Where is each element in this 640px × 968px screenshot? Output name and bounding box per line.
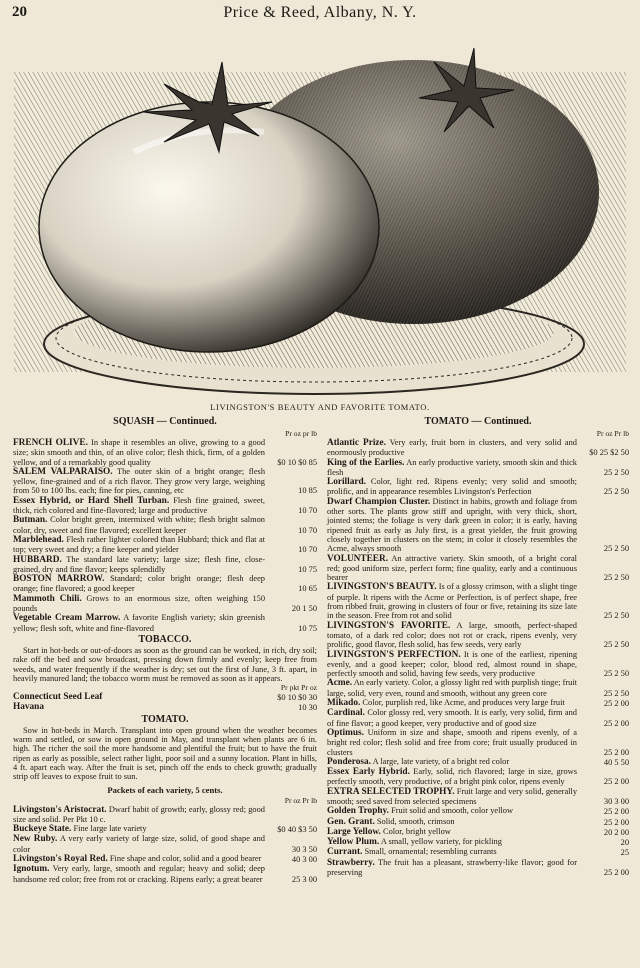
tomato-price-header-right: Pr oz Pr lb — [596, 429, 629, 438]
entry-description: The outer skin of a bright orange; flesh yellow, fine-grained and of a rich flavor. They grow very large, weighing from 50 to 100 lbs. each; fine for pies, canning, etc — [13, 466, 266, 496]
entry-description: A favorite English variety; skin greenish yellow; flesh soft, white and fine-flavored — [13, 613, 265, 633]
entry-description: The standard late variety; large size; flesh fine, close-grained, dry and fine flavor; keeps splendidly — [13, 554, 265, 574]
entry-name: Yellow Plum. — [327, 837, 380, 848]
entry-price: 25 2 50 — [603, 611, 629, 621]
entry-price: $0 40 $3 50 — [277, 825, 317, 835]
entry-price: 25 2 50 — [603, 544, 629, 554]
catalog-entry — [13, 574, 317, 594]
entry-price: 25 2 00 — [603, 699, 629, 709]
entry-description: Small, ornamental; resembling currants — [364, 847, 497, 857]
tomato-engraving — [14, 32, 626, 400]
entry-description: Standard; color bright orange; flesh deep orange; fine flavored; a good keeper — [13, 574, 265, 594]
entry-name: Currant. — [327, 847, 363, 858]
catalog-entry — [13, 824, 317, 834]
entry-description: A large, smooth, perfect-shaped tomato, of a dark red color; does not rot or crack, ripens evenly, very prolific, good flavor, flesh solid, has few seeds, very early — [327, 620, 577, 650]
entry-name: Butman. — [13, 515, 48, 526]
entry-description: Fine shape and color, solid and a good bearer — [109, 853, 262, 863]
catalog-entry — [327, 847, 629, 857]
catalog-entry — [327, 757, 629, 767]
tobacco-instructions: Start in hot-beds or out-of-doors as soon as the ground can be worked, in rich, dry soil; rake off the bed and sow broadcast, pressing down firmly and evenly; keep free from weeds, and water frequently if the weather is dry; set out the first of June, 3 ft. apart, in heavily manured land; the tobacco worm must be removed as soon as it appears. — [13, 645, 317, 683]
catalog-entry — [13, 496, 317, 516]
tomato-heading: TOMATO. — [141, 713, 189, 725]
entry-name: Marblehead. — [13, 534, 64, 545]
entry-name: Dwarf Champion Cluster. — [327, 496, 431, 507]
catalog-entry — [13, 467, 317, 496]
entry-name: Golden Trophy. — [327, 806, 390, 817]
tobacco-list — [13, 692, 317, 713]
catalog-entry — [13, 692, 317, 702]
entry-description: It is one of the earliest, ripening evenly, and a good keeper; color, blood red, almost round in shape, perfectly smooth and solid, having few seeds, very productive — [327, 649, 578, 679]
entry-description: Very early, large, smooth and regular; heavy and solid; deep handsome red color; free from rot or cracking. Ripens early; a great bearer — [13, 864, 265, 884]
entry-price: 20 — [620, 838, 629, 848]
entry-description: Early, solid, rich flavored; large in size, grows perfectly smooth, very productive, of a bright pink color, ripens evenly — [327, 767, 577, 787]
entry-price: 10 70 — [298, 545, 317, 555]
catalog-entry — [327, 806, 629, 816]
entry-name: LIVINGSTON'S FAVORITE. — [327, 620, 451, 631]
entry-description: A large, late variety, of a bright red color — [372, 756, 510, 766]
entry-price: 10 85 — [298, 486, 317, 496]
catalog-entry — [13, 555, 317, 575]
entry-price: 10 65 — [298, 584, 317, 594]
catalog-entry — [327, 438, 629, 458]
entry-name: Atlantic Prize. — [327, 438, 386, 448]
packets-note: Packets of each variety, 5 cents. — [107, 784, 223, 795]
catalog-entry — [13, 515, 317, 535]
entry-description: A very early variety of large size, solid, of good shape and color — [13, 834, 265, 854]
catalog-entry — [13, 834, 317, 854]
entry-description: Color glossy red, very smooth. It is early, very solid, firm and of fine flavor; a good keeper, very productive and of good size — [327, 708, 577, 728]
entry-price: 25 3 00 — [291, 874, 317, 884]
catalog-entry — [327, 650, 629, 679]
entry-description: An attractive variety. Skin smooth, of a bright coral red; good uniform size, perfect form; fine quality, early and a continuous bearer — [327, 553, 577, 583]
entry-name: Acme. — [327, 678, 353, 689]
catalog-entry — [13, 805, 317, 825]
entry-price: 25 2 50 — [603, 688, 629, 698]
entry-description: Solid, smooth, crimson — [376, 816, 455, 826]
entry-description: Is of a glossy crimson, with a slight tinge of purple. It ripens with the Acme or Perfection, is of perfect shape, free from ribbed fruit, growing in clusters of four or five, retaining its size late in the season. Free from rot and solid — [327, 582, 578, 621]
entry-price: 25 2 00 — [603, 777, 629, 787]
tomato-continued-heading: TOMATO — Continued. — [424, 416, 532, 427]
entry-price: 25 2 50 — [603, 573, 629, 583]
entry-name: EXTRA SELECTED TROPHY. — [327, 786, 455, 797]
tomato-list-right — [327, 438, 629, 877]
entry-price: 20 1 50 — [291, 604, 317, 614]
entry-name: Livingston's Aristocrat. — [13, 804, 107, 815]
tobacco-heading: TOBACCO. — [138, 633, 192, 645]
entry-price: $0 10 $0 85 — [277, 457, 317, 467]
illustration-caption: LIVINGSTON'S BEAUTY AND FAVORITE TOMATO. — [210, 402, 430, 412]
catalog-entry — [327, 477, 629, 497]
entry-price: 30 3 50 — [291, 844, 317, 854]
entry-price: 40 3 00 — [291, 854, 317, 864]
entry-description: Dwarf habit of growth; early, glossy red; good size and solid. Per Pkt 10 c. — [13, 804, 265, 824]
entry-price: 10 70 — [298, 506, 317, 516]
entry-description: An early productive variety, smooth skin and thick flesh — [327, 457, 577, 477]
entry-price: 30 3 00 — [603, 796, 629, 806]
entry-name: Lorillard. — [327, 477, 366, 488]
catalog-entry — [327, 708, 629, 728]
entry-name: Connecticut Seed Leaf — [13, 692, 103, 703]
entry-description: Flesh fine grained, sweet, thick, rich colored and fine-flavored; large and productive — [13, 495, 266, 516]
entry-price: 25 2 50 — [603, 467, 629, 477]
catalog-entry — [13, 438, 317, 467]
entry-description: Color, purplish red, like Acme, and produces very large fruit — [362, 698, 565, 708]
squash-price-header: Pr oz pr lb — [285, 429, 317, 438]
entry-price: 25 — [620, 848, 629, 858]
right-column — [327, 416, 629, 877]
entry-price: 25 2 50 — [603, 487, 629, 497]
catalog-entry — [327, 458, 629, 478]
catalog-entry — [13, 594, 317, 614]
entry-name: Mammoth Chili. — [13, 593, 82, 604]
entry-name: New Ruby. — [13, 834, 58, 845]
entry-price: 40 5 50 — [603, 757, 629, 767]
entry-description: Color, bright yellow — [382, 826, 451, 836]
tomato-list-left — [13, 805, 317, 884]
page-header — [12, 4, 628, 26]
left-column — [13, 416, 317, 884]
catalog-entry — [327, 582, 629, 620]
catalog-entry — [13, 535, 317, 555]
entry-name: Mikado. — [327, 698, 361, 709]
entry-name: Essex Early Hybrid. — [327, 767, 410, 778]
entry-name: Strawberry. — [327, 857, 375, 868]
entry-price: $0 25 $2 50 — [589, 448, 629, 458]
catalog-entry — [327, 858, 629, 878]
entry-description: Uniform in size and shape, smooth and ripens evenly, of a bright red color; flesh solid and free from core; fruit usually produced in clusters — [327, 727, 578, 757]
catalog-entry — [327, 767, 629, 787]
entry-description: Flesh rather lighter colored than Hubbard; thick and flat at top; very sweet and dry; a fine keeper and yielder — [13, 534, 265, 555]
entry-name: Buckeye State. — [13, 824, 72, 835]
tomato-price-header-left: Pr oz Pr lb — [284, 795, 317, 805]
entry-description: In shape it resembles an olive, growing to a good size; skin smooth and thin, of an olive color; flesh thick, firm, of a golden yellow, and of a remarkably good quality — [13, 438, 266, 467]
entry-description: A small, yellow variety, for pickling — [380, 837, 502, 847]
catalog-entry — [327, 827, 629, 837]
catalog-entry — [13, 864, 317, 884]
entry-name: VOLUNTEER. — [327, 553, 389, 564]
entry-price: 25 2 00 — [603, 807, 629, 817]
squash-list — [13, 438, 317, 633]
entry-description: The fruit has a pleasant, strawberry-like flavor; good for preserving — [327, 857, 577, 878]
entry-description: Distinct in habits, growth and foliage from other sorts. The plants grow stiff and upright, with very thick, short, jointed stems; the foliage is very dark green in color; it is early, having ripened fruit as early as July first, is a great yielder, the fruit growing closely together in clusters on the stem; in color it closely resembles the Acme, always smooth — [327, 496, 578, 554]
entry-price: 10 70 — [298, 525, 317, 535]
entry-description: Fine large late variety — [73, 824, 147, 834]
entry-price: 25 2 50 — [603, 640, 629, 650]
catalog-entry — [13, 854, 317, 864]
entry-price: $0 10 $0 30 — [277, 693, 317, 703]
entry-price: 25 2 50 — [603, 669, 629, 679]
entry-description: Color, light red. Ripens evenly; very solid and smooth; prolific, and in appearance resembles Livingston's Perfection — [327, 477, 577, 497]
catalog-entry — [327, 787, 629, 807]
entry-price: 10 75 — [298, 623, 317, 633]
entry-price: 25 2 00 — [603, 817, 629, 827]
entry-description: An early variety. Color, a glossy light red with purplish tinge; fruit large, solid, very even, round and smooth, without any green core — [327, 678, 577, 698]
entry-name: Ponderosa. — [327, 756, 371, 767]
entry-price: 25 2 00 — [603, 868, 629, 878]
tomato-instructions: Sow in hot-beds in March. Transplant into open ground when the weather becomes warm and settled, or sow in open ground in May, and transplant when plants are 6 in. high. The richer the soil the more handsome and plentiful the fruit; but to have the fruit ripen as early as possible, select rather light, poor soil and a sunny location. Plant in hills, 4 ft. apart each way. After the fruit is set, pinch off the ends to check growth; gradually strip off leaves to expose fruit to sun. — [13, 725, 317, 782]
catalog-entry — [327, 817, 629, 827]
entry-name: SALEM VALPARAISO. — [13, 466, 113, 477]
entry-name: Essex Hybrid, or Hard Shell Turban. — [13, 495, 170, 506]
catalog-entry — [327, 837, 629, 847]
catalog-entry — [13, 702, 317, 712]
tobacco-price-header: Pr pkt Pr oz — [280, 683, 317, 693]
entry-description: Very early, fruit born in clusters, and very solid and enormously productive — [327, 438, 577, 458]
catalog-entry — [327, 554, 629, 583]
entry-description: Grows to an enormous size, often weighing 150 pounds — [13, 593, 266, 614]
entry-name: HUBBARD. — [13, 554, 62, 565]
entry-name: LIVINGSTON'S PERFECTION. — [327, 649, 461, 660]
entry-name: Ignotum. — [13, 864, 50, 875]
entry-name: FRENCH OLIVE. — [13, 438, 88, 448]
entry-name: Large Yellow. — [327, 826, 381, 837]
catalog-entry — [327, 728, 629, 757]
entry-name: LIVINGSTON'S BEAUTY. — [327, 582, 437, 593]
page-number: 20 — [12, 4, 27, 20]
catalog-entry — [327, 621, 629, 650]
catalog-entry — [327, 678, 629, 698]
entry-description: Color bright green, intermixed with white; flesh bright salmon color, dry, sweet and fine flavored; excellent keeper — [13, 515, 265, 535]
entry-description: Fruit large and very solid, generally smooth; seed saved from selected specimens — [327, 786, 578, 806]
entry-name: BOSTON MARROW. — [13, 574, 105, 585]
entry-name: King of the Earlies. — [327, 457, 405, 468]
entry-name: Havana — [13, 702, 44, 713]
catalog-entry — [327, 698, 629, 708]
entry-price: 25 2 00 — [603, 718, 629, 728]
entry-name: Optimus. — [327, 727, 364, 738]
running-title: Price & Reed, Albany, N. Y. — [223, 4, 417, 21]
catalog-entry — [13, 613, 317, 633]
entry-name: Vegetable Cream Marrow. — [13, 613, 121, 624]
entry-price: 10 75 — [298, 564, 317, 574]
squash-continued-heading: SQUASH — Continued. — [113, 416, 217, 427]
catalog-entry — [327, 497, 629, 554]
entry-name: Livingston's Royal Red. — [13, 853, 108, 864]
entry-name: Gen. Grant. — [327, 816, 375, 827]
entry-description: Fruit solid and smooth, color yellow — [391, 806, 514, 816]
entry-price: 20 2 00 — [603, 827, 629, 837]
entry-name: Cardinal. — [327, 708, 365, 719]
entry-price: 10 30 — [298, 703, 317, 713]
entry-price: 25 2 00 — [603, 747, 629, 757]
